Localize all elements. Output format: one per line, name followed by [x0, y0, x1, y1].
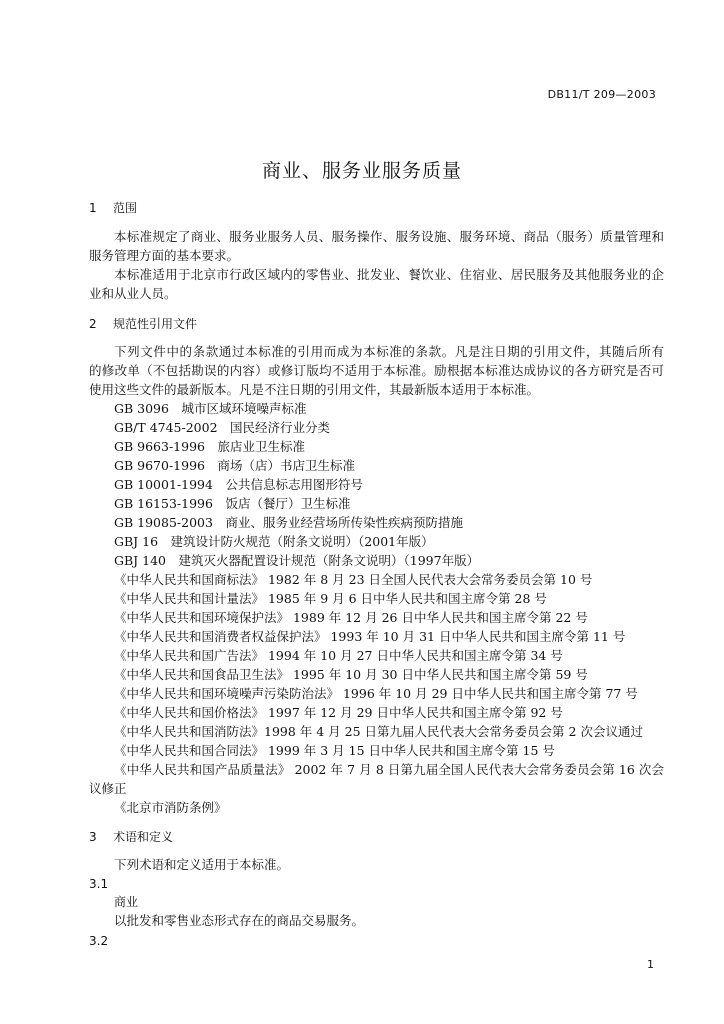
page-number: 1	[647, 958, 654, 971]
reference-item: 《中华人民共和国商标法》 1982 年 8 月 23 日全国人民代表大会常务委员会第 10 号	[114, 572, 593, 587]
reference-item: GBJ 140 建筑灭火器配置设计规范（附条文说明）（1997年版）	[114, 553, 480, 568]
reference-item: 《中华人民共和国消费者权益保护法》 1993 年 10 月 31 日中华人民共和国主席令第 11 号	[114, 629, 626, 644]
standard-code: DB11/T 209—2003	[547, 88, 656, 101]
reference-item: GB 10001-1994 公共信息标志用图形符号	[114, 477, 363, 492]
reference-item: GB 9670-1996 商场（店）书店卫生标准	[114, 458, 355, 473]
reference-item: GB 3096 城市区域环境噪声标准	[114, 401, 307, 416]
section-2-heading	[89, 315, 664, 334]
term-number: 3.1	[89, 877, 109, 891]
paragraph-line: 服务管理方面的基本要求。	[89, 248, 240, 263]
paragraph-line: 的修改单（不包括勘误的内容）或修订版均不适用于本标准。励根据本标准达成协议的各方研究是否可	[89, 363, 664, 378]
paragraph-line: 本标准规定了商业、服务业服务人员、服务操作、服务设施、服务环境、商品（服务）质量管理和	[114, 229, 664, 244]
section-3-heading	[89, 828, 664, 847]
paragraph-line: 下列文件中的条款通过本标准的引用而成为本标准的条款。凡是注日期的引用文件，其随后所有	[114, 344, 664, 359]
reference-item: GB 16153-1996 饭店（餐厅）卫生标准	[114, 496, 351, 511]
reference-item: 《中华人民共和国食品卫生法》 1995 年 10 月 30 日中华人民共和国主席令第 59 号	[114, 667, 588, 682]
reference-item: 《中华人民共和国计量法》 1985 年 9 月 6 日中华人民共和国主席令第 28 号	[114, 591, 547, 606]
reference-item: 《中华人民共和国合同法》 1999 年 3 月 15 日中华人民共和国主席令第 15 号	[114, 743, 555, 758]
section-number: 1	[89, 201, 97, 215]
reference-item: 《中华人民共和国环境保护法》 1989 年 12 月 26 日中华人民共和国主席令第 22 号	[114, 610, 588, 625]
reference-item: 《中华人民共和国价格法》 1997 年 12 月 29 日中华人民共和国主席令第 92 号	[114, 705, 563, 720]
reference-item-continuation: 议修正	[89, 781, 127, 796]
section-title: 规范性引用文件	[113, 317, 198, 331]
paragraph-line: 本标准适用于北京市行政区域内的零售业、批发业、餐饮业、住宿业、居民服务及其他服务业的企	[114, 267, 664, 282]
reference-item: GB 19085-2003 商业、服务业经营场所传染性疾病预防措施	[114, 515, 463, 530]
reference-item: GB 9663-1996 旅店业卫生标准	[114, 439, 305, 454]
term-name: 商业	[114, 895, 139, 909]
term-definition: 以批发和零售业态形式存在的商品交易服务。	[114, 913, 365, 928]
section-title: 范围	[113, 201, 138, 215]
reference-item: 《中华人民共和国广告法》 1994 年 10 月 27 日中华人民共和国主席令第 34 号	[114, 648, 563, 663]
paragraph-line: 下列术语和定义适用于本标准。	[114, 857, 290, 872]
section-title: 术语和定义	[113, 830, 174, 844]
section-number: 2	[89, 317, 97, 331]
reference-item: 《中华人民共和国产品质量法》 2002 年 7 月 8 日第九届全国人民代表大会常务委员会第 16 次会	[114, 762, 664, 777]
reference-item: GB/T 4745-2002 国民经济行业分类	[114, 420, 331, 435]
reference-item: 《中华人民共和国环境噪声污染防治法》 1996 年 10 月 29 日中华人民共和国主席令第 77 号	[114, 686, 638, 701]
paragraph-line: 业和从业人员。	[89, 286, 177, 301]
section-1-heading	[89, 199, 664, 218]
reference-item: GBJ 16 建筑设计防火规范（附条文说明）（2001年版）	[114, 534, 434, 549]
document-title: 商业、服务业服务质量	[261, 160, 462, 182]
section-number: 3	[89, 830, 97, 844]
paragraph-line: 使用这些文件的最新版本。凡是不注日期的引用文件，其最新版本适用于本标准。	[89, 382, 540, 397]
reference-item: 《中华人民共和国消防法》1998 年 4 月 25 日第九届人民代表大会常务委员会第 2 次会议通过	[114, 724, 643, 739]
reference-item: 《北京市消防条例》	[114, 800, 227, 815]
term-number: 3.2	[89, 934, 109, 948]
